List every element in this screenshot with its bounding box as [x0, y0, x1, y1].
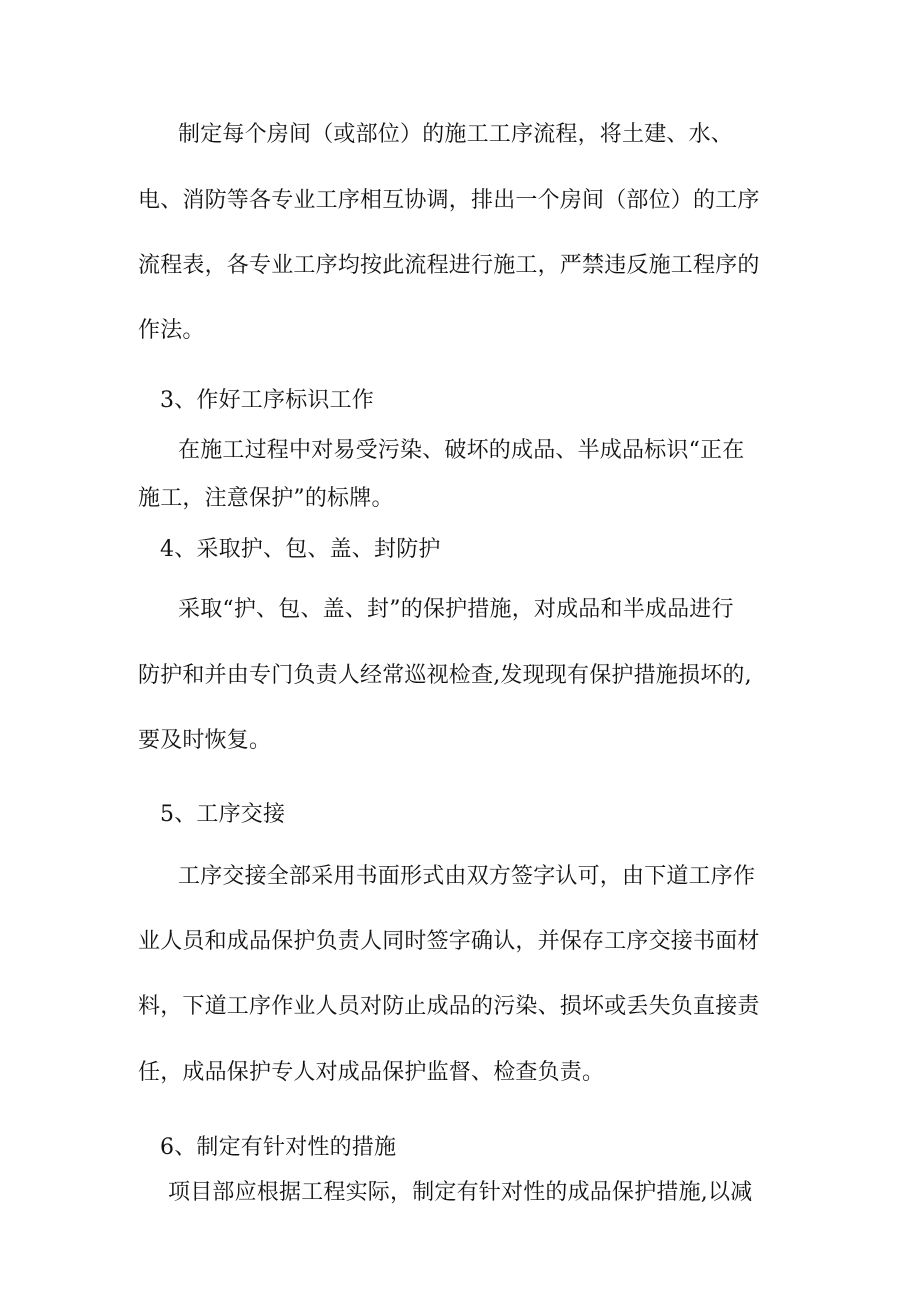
section-heading: 4、采取护、包、盖、封防护	[160, 537, 441, 562]
paragraph-line: 采取“护、包、盖、封”的保护措施，对成品和半成品进行	[178, 597, 734, 622]
paragraph-line: 在施工过程中对易受污染、破坏的成品、半成品标识“正在	[178, 438, 745, 463]
paragraph-line: 施工，注意保护”的标牌。	[138, 486, 394, 511]
paragraph-line: 项目部应根据工程实际，制定有针对性的成品保护措施,以减	[168, 1180, 753, 1205]
paragraph-line: 防护和并由专门负责人经常巡视检查,发现现有保护措施损坏的,	[138, 663, 752, 688]
section-heading: 3、作好工序标识工作	[160, 388, 374, 413]
paragraph-line: 电、消防等各专业工序相互协调，排出一个房间（部位）的工序	[138, 188, 760, 213]
paragraph-line: 制定每个房间（或部位）的施工工序流程，将土建、水、	[178, 122, 734, 147]
paragraph-line: 任，成品保护专人对成品保护监督、检查负责。	[138, 1060, 605, 1085]
paragraph-line: 料，下道工序作业人员对防止成品的污染、损坏或丢失负直接责	[138, 994, 760, 1019]
paragraph-line: 业人员和成品保护负责人同时签字确认，并保存工序交接书面材	[138, 929, 760, 954]
section-heading: 5、工序交接	[160, 802, 286, 827]
section-heading: 6、制定有针对性的措施	[160, 1135, 397, 1160]
paragraph-line: 作法。	[138, 318, 205, 343]
paragraph-line: 流程表，各专业工序均按此流程进行施工，严禁违反施工程序的	[138, 253, 760, 278]
paragraph-line: 要及时恢复。	[138, 728, 272, 753]
paragraph-line: 工序交接全部采用书面形式由双方签字认可，由下道工序作	[178, 864, 756, 889]
